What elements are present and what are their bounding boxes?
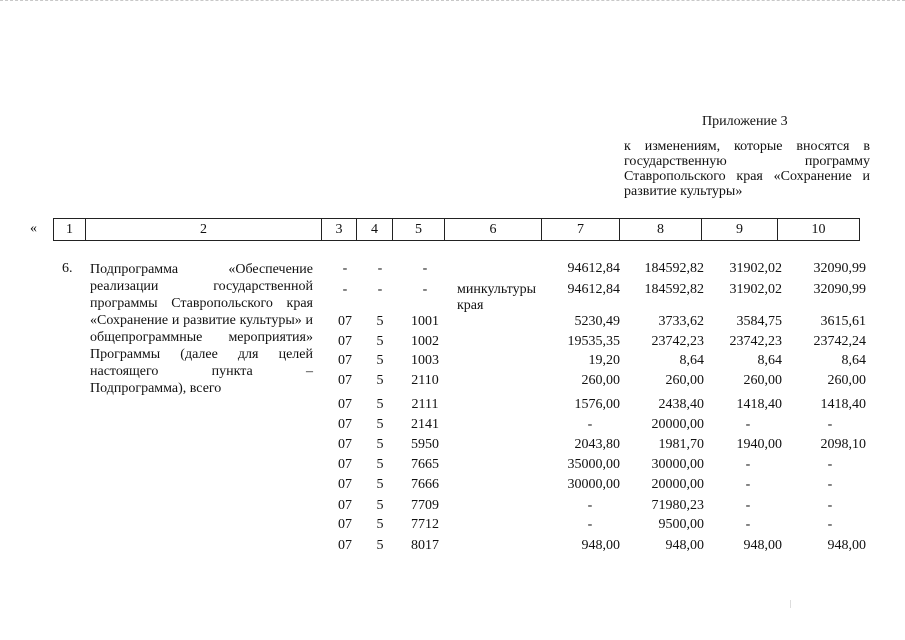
cell-col-4: 5	[376, 457, 384, 472]
cell-col-7: 948,00	[581, 538, 620, 553]
cell-col-8: 30000,00	[651, 457, 704, 472]
cell-col-5: 5950	[411, 437, 439, 452]
responsible-line-1: минкультуры	[457, 282, 537, 297]
cell-col-7: 19535,35	[567, 334, 620, 349]
cell-col-8: 20000,00	[651, 417, 704, 432]
cell-col-9: -	[745, 457, 751, 472]
header-col-6: 6	[445, 219, 542, 241]
cell-col-3: 07	[338, 538, 352, 553]
cell-col-9: -	[745, 477, 751, 492]
cell-col-5: 7666	[411, 477, 439, 492]
cell-col-8: 9500,00	[658, 517, 704, 532]
cell-col-3: -	[342, 282, 348, 297]
cell-col-7: 19,20	[588, 353, 620, 368]
cell-col-4: 5	[376, 477, 384, 492]
cell-col-8: 184592,82	[644, 282, 704, 297]
page-top-edge	[0, 0, 905, 5]
cell-col-3: 07	[338, 437, 352, 452]
cell-col-10: -	[827, 417, 833, 432]
cell-col-3: -	[342, 261, 348, 276]
cell-col-9: 31902,02	[729, 282, 782, 297]
cell-col-7: 1576,00	[574, 397, 620, 412]
cell-col-3: 07	[338, 498, 352, 513]
cell-col-5: 7665	[411, 457, 439, 472]
cell-col-4: 5	[376, 498, 384, 513]
cell-col-5: 7712	[411, 517, 439, 532]
appendix-title: Приложение 3	[702, 114, 788, 129]
cell-col-3: 07	[338, 353, 352, 368]
header-col-2: 2	[86, 219, 322, 241]
cell-col-8: 8,64	[679, 353, 704, 368]
cell-col-3: 07	[338, 417, 352, 432]
cell-col-9: 3584,75	[736, 314, 782, 329]
cell-col-10: 32090,99	[813, 261, 866, 276]
cell-col-7: -	[587, 517, 593, 532]
header-col-3: 3	[322, 219, 357, 241]
cell-col-5: -	[422, 261, 428, 276]
cell-col-8: 1981,70	[658, 437, 704, 452]
cell-col-5: 2141	[411, 417, 439, 432]
cell-col-3: 07	[338, 517, 352, 532]
cell-col-7: -	[587, 417, 593, 432]
cell-col-9: 23742,23	[729, 334, 782, 349]
cell-col-4: 5	[376, 314, 384, 329]
cell-col-9: 31902,02	[729, 261, 782, 276]
cell-col-3: 07	[338, 457, 352, 472]
cell-col-10: 2098,10	[820, 437, 866, 452]
cell-col-10: 8,64	[841, 353, 866, 368]
cell-col-9: 260,00	[743, 373, 782, 388]
cell-col-7: 94612,84	[567, 261, 620, 276]
cell-col-7: 5230,49	[574, 314, 620, 329]
table-header	[53, 218, 860, 241]
cell-col-7: 2043,80	[574, 437, 620, 452]
cell-col-10: 1418,40	[820, 397, 866, 412]
cell-col-5: 2110	[411, 373, 439, 388]
appendix-text: к изменениям, которые вносятся в государственную программу Ставропольского края «Сохранение и развитие культуры»	[624, 139, 870, 199]
cell-col-4: 5	[376, 334, 384, 349]
cell-col-8: 71980,23	[651, 498, 704, 513]
cell-col-5: -	[422, 282, 428, 297]
open-quote: «	[30, 221, 37, 236]
header-col-10: 10	[778, 219, 860, 241]
cell-col-10: 32090,99	[813, 282, 866, 297]
cell-col-4: -	[377, 282, 383, 297]
cell-col-3: 07	[338, 334, 352, 349]
header-col-8: 8	[620, 219, 702, 241]
cell-col-8: 2438,40	[658, 397, 704, 412]
cell-col-8: 184592,82	[644, 261, 704, 276]
header-col-9: 9	[702, 219, 778, 241]
item-number: 6.	[62, 261, 73, 276]
cell-col-4: 5	[376, 437, 384, 452]
header-col-7: 7	[542, 219, 620, 241]
cell-col-3: 07	[338, 397, 352, 412]
cell-col-10: 3615,61	[820, 314, 866, 329]
cell-col-4: -	[377, 261, 383, 276]
cell-col-10: -	[827, 457, 833, 472]
cell-col-9: 948,00	[743, 538, 782, 553]
cell-col-7: 35000,00	[567, 457, 620, 472]
responsible-executor	[457, 282, 536, 314]
cell-col-10: -	[827, 517, 833, 532]
cell-col-5: 1001	[411, 314, 439, 329]
cell-col-5: 1002	[411, 334, 439, 349]
header-col-4: 4	[357, 219, 393, 241]
cell-col-8: 23742,23	[651, 334, 704, 349]
cell-col-4: 5	[376, 373, 384, 388]
cell-col-8: 20000,00	[651, 477, 704, 492]
cell-col-9: 1418,40	[736, 397, 782, 412]
cell-col-10: -	[827, 477, 833, 492]
cell-col-4: 5	[376, 538, 384, 553]
cell-col-4: 5	[376, 517, 384, 532]
cell-col-5: 8017	[411, 538, 439, 553]
cell-col-8: 3733,62	[658, 314, 704, 329]
cell-col-9: -	[745, 498, 751, 513]
cell-col-8: 948,00	[665, 538, 704, 553]
cell-col-9: 8,64	[757, 353, 782, 368]
scan-mark	[790, 600, 791, 608]
cell-col-9: -	[745, 517, 751, 532]
header-col-1: 1	[54, 219, 86, 241]
cell-col-3: 07	[338, 373, 352, 388]
cell-col-8: 260,00	[665, 373, 704, 388]
cell-col-4: 5	[376, 417, 384, 432]
header-col-5: 5	[393, 219, 445, 241]
cell-col-5: 1003	[411, 353, 439, 368]
cell-col-3: 07	[338, 314, 352, 329]
cell-col-3: 07	[338, 477, 352, 492]
cell-col-7: 30000,00	[567, 477, 620, 492]
cell-col-5: 7709	[411, 498, 439, 513]
cell-col-7: 94612,84	[567, 282, 620, 297]
item-description: Подпрограмма «Обеспечение реализации государственной программы Ставропольского края «Сохранение и развитие культуры» и общепрограммные мероприятия» Программы (далее для целей настоящего пункта – Подпрограмма), всего	[90, 262, 313, 396]
cell-col-7: -	[587, 498, 593, 513]
cell-col-10: 23742,24	[813, 334, 866, 349]
responsible-line-2: края	[457, 298, 484, 313]
cell-col-10: -	[827, 498, 833, 513]
cell-col-4: 5	[376, 353, 384, 368]
cell-col-9: 1940,00	[736, 437, 782, 452]
cell-col-7: 260,00	[581, 373, 620, 388]
cell-col-10: 948,00	[827, 538, 866, 553]
cell-col-9: -	[745, 417, 751, 432]
cell-col-5: 2111	[411, 397, 439, 412]
cell-col-10: 260,00	[827, 373, 866, 388]
cell-col-4: 5	[376, 397, 384, 412]
